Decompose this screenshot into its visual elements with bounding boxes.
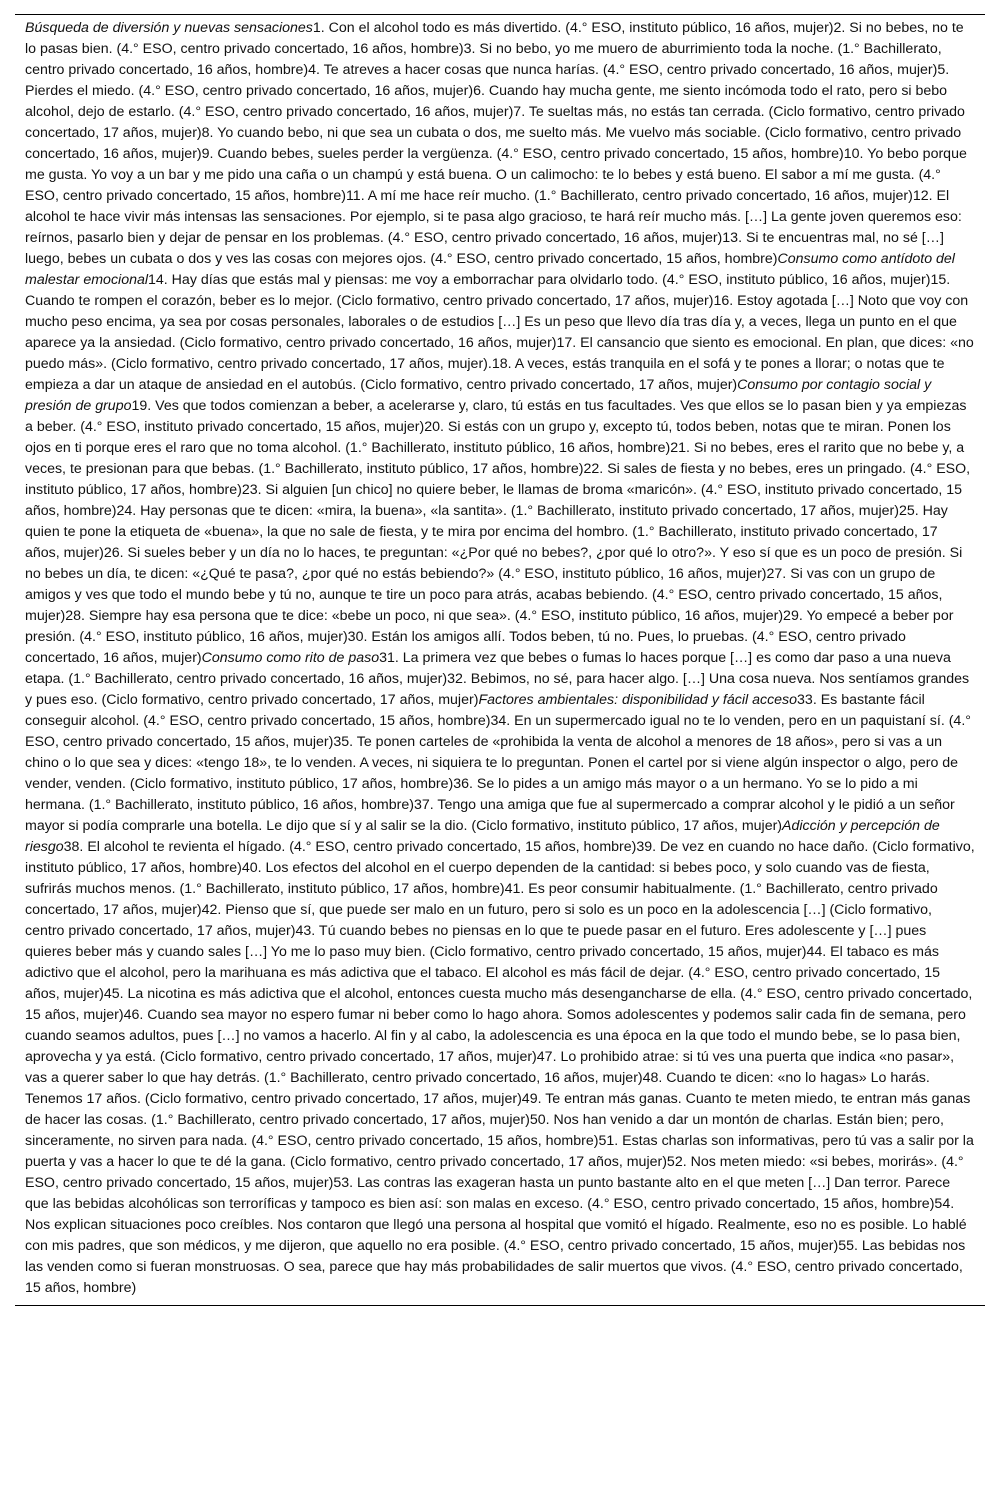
category-heading: Búsqueda de diversión y nuevas sensaciones [25,20,313,36]
category-heading: Adicción y percepción de riesgo [25,818,940,855]
category-heading: Factores ambientales: disponibilidad y fácil acceso [478,692,798,708]
category-heading: Consumo por contagio social y presión de grupo [25,377,932,414]
quotes-text: 1. Con el alcohol todo es más divertido. (4.° ESO, instituto público, 16 años, mujer)2. Si no bebes, no te lo pasas bien. (4.° ESO, centro privado concertado, 16 años, hombre)3. Si no bebo, yo me muero de aburrimiento toda la noche. (1.° Bachillerato, centro privado concertado, 16 años, hombre)4. Te atreves a hacer cosas que nunca harías. (4.° ESO, centro privado concertado, 16 años, mujer)5. Pierdes el miedo. (4.° ESO, centro privado concertado, 16 años, mujer)6. Cuando hay mucha gente, me siento incómoda todo el rato, pero si bebo alcohol, dejo de estarlo. (4.° ESO, centro privado concertado, 16 años, mujer)7. Te sueltas más, no estás tan cerrada. (Ciclo formativo, centro privado concertado, 17 años, mujer)8. Yo cuando bebo, ni que sea un cubata o dos, me suelto más. Me vuelvo más sociable. (Ciclo formativo, centro privado concertado, 16 años, mujer)9. Cuando bebes, sueles perder la vergüenza. (4.° ESO, centro privado concertado, 15 años, hombre)10. Yo bebo porque me gusta. Yo voy a un bar y me pido una caña o un champú y está buena. O un calimocho: te lo bebes y está bueno. El sabor a mí me gusta. (4.° ESO, centro privado concertado, 15 años, hombre)11. A mí me hace reír mucho. (1.° Bachillerato, centro privado concertado, 16 años, mujer)12. El alcohol te hace vivir más intensas las sensaciones. Por ejemplo, si te pasa algo gracioso, te hará reír mucho más. […] La gente joven queremos eso: reírnos, pasarlo bien y dejar de pensar en los problemas. (4.° ESO, centro privado concertado, 16 años, mujer)13. Si te encuentras mal, no sé […] luego, bebes un cubata o dos y ves las cosas con mejores ojos. (4.° ESO, centro privado concertado, 15 años, hombre) [25,20,967,267]
quotes-cell [15,15,985,1305]
quotes-table [15,14,985,1306]
quotes-text: 19. Ves que todos comienzan a beber, a acelerarse y, claro, tú estás en tus facultades. Ves que ellos se lo pasan bien y ya empiezas a beber. (4.° ESO, instituto privado concertado, 15 años, mujer)20. Si estás con un grupo y, excepto tú, todos beben, notas que te miran. Ponen los ojos en ti porque eres el raro que no toma alcohol. (1.° Bachillerato, instituto público, 16 años, hombre)21. Si no bebes, eres el rarito que no bebe y, a veces, te presionan para que bebas. (1.° Bachillerato, instituto público, 17 años, hombre)22. Si sales de fiesta y no bebes, eres un pringado. (4.° ESO, instituto público, 17 años, hombre)23. Si alguien [un chico] no quiere beber, le llamas de broma «maricón». (4.° ESO, instituto privado concertado, 15 años, hombre)24. Hay personas que te dicen: «mira, la buena», «la santita». (1.° Bachillerato, instituto privado concertado, 17 años, mujer)25. Hay quien te pone la etiqueta de «buena», la que no sale de fiesta, y te mira por encima del hombro. (1.° Bachillerato, instituto privado concertado, 17 años, mujer)26. Si sueles beber y un día no lo haces, te preguntan: «¿Por qué no bebes?, ¿por qué lo otro?». Y eso sí que es un poco de presión. Si no bebes un día, te dicen: «¿Qué te pasa?, ¿por qué no estás bebiendo?» (4.° ESO, instituto público, 16 años, mujer)27. Si vas con un grupo de amigos y ves que todo el mundo bebe y tú no, aunque te tire un poco para atrás, acabas bebiendo. (4.° ESO, centro privado concertado, 15 años, mujer)28. Siempre hay esa persona que te dice: «bebe un poco, ni que sea». (4.° ESO, instituto público, 16 años, mujer)29. Yo empecé a beber por presión. (4.° ESO, instituto público, 16 años, mujer)30. Están los amigos allí. Todos beben, tú no. Pues, lo pruebas. (4.° ESO, centro privado concertado, 16 años, mujer) [25,398,971,666]
quotes-text: 31. La primera vez que bebes o fumas lo haces porque […] es como dar paso a una nueva etapa. (1.° Bachillerato, centro privado concertado, 16 años, mujer)32. Bebimos, no sé, para hacer algo. […] Una cosa nueva. Nos sentíamos grandes y pues eso. (Ciclo formativo, centro privado concertado, 17 años, mujer) [25,650,970,708]
quotes-text: 33. Es bastante fácil conseguir alcohol. (4.° ESO, centro privado concertado, 15 años, hombre)34. En un supermercado igual no te lo venden, pero en un paquistaní sí. (4.° ESO, centro privado concertado, 15 años, mujer)35. Te ponen carteles de «prohibida la venta de alcohol a menores de 18 años», pero si vas a un chino o lo que sea y dices: «tengo 18», te lo venden. A veces, ni siquiera te lo preguntan. Ponen el cartel por si viene algún inspector o algo, pero de vender, venden. (Ciclo formativo, instituto público, 17 años, hombre)36. Se lo pides a un amigo más mayor o a un hermano. Yo se lo pido a mi hermana. (1.° Bachillerato, instituto público, 16 años, hombre)37. Tengo una amiga que fue al supermercado a comprar alcohol y le pidió a un señor mayor si podía comprarle una botella. Le dijo que sí y al salir se la dio. (Ciclo formativo, instituto público, 17 años, mujer) [25,692,971,834]
category-heading: Consumo como antídoto del malestar emocional [25,251,955,288]
category-heading: Consumo como rito de paso [201,650,380,666]
quotes-text: 14. Hay días que estás mal y piensas: me voy a emborrachar para olvidarlo todo. (4.° ESO, instituto público, 16 años, mujer)15. Cuando te rompen el corazón, beber es lo mejor. (Ciclo formativo, centro privado concertado, 17 años, mujer)16. Estoy agotada […] Noto que voy con mucho peso encima, ya sea por cosas personales, laborales o de estudios […] Es un peso que llevo día tras día y, a veces, llega un punto en el que aparece ya la ansiedad. (Ciclo formativo, centro privado concertado, 16 años, mujer)17. El cansancio que siento es emocional. En plan, que dices: «no puedo más». (Ciclo formativo, centro privado concertado, 17 años, mujer).18. A veces, estás tranquila en el sofá y te pones a llorar; o notas que te empieza a dar un ataque de ansiedad en el autobús. (Ciclo formativo, centro privado concertado, 17 años, mujer) [25,272,974,393]
quotes-text: 38. El alcohol te revienta el hígado. (4.° ESO, centro privado concertado, 15 años, hombre)39. De vez en cuando no hace daño. (Ciclo formativo, instituto público, 17 años, hombre)40. Los efectos del alcohol en el cuerpo dependen de la cantidad: si bebes poco, y solo cuando vas de fiesta, sufrirás muchos menos. (1.° Bachillerato, instituto público, 17 años, hombre)41. Es peor consumir habitualmente. (1.° Bachillerato, centro privado concertado, 17 años, mujer)42. Pienso que sí, que puede ser malo en un futuro, pero si solo es un poco en la adolescencia […] (Ciclo formativo, centro privado concertado, 17 años, mujer)43. Tú cuando bebes no piensas en lo que te puede pasar en el futuro. Eres adolescente y […] pues quieres beber más y cuando sales […] Yo me lo paso muy bien. (Ciclo formativo, centro privado concertado, 15 años, mujer)44. El tabaco es más adictivo que el alcohol, pero la marihuana es más adictiva que el tabaco. El alcohol es más fácil de dejar. (4.° ESO, centro privado concertado, 15 años, mujer)45. La nicotina es más adictiva que el alcohol, entonces cuesta mucho más desengancharse de ella. (4.° ESO, centro privado concertado, 15 años, mujer)46. Cuando sea mayor no espero fumar ni beber como lo hago ahora. Somos adolescentes y podemos salir cada fin de semana, pero cuando seamos adultos, pues […] no vamos a hacerlo. Al fin y al cabo, la adolescencia es una época en la que todo el mundo bebe, se lo pasa bien, aprovecha y ya está. (Ciclo formativo, centro privado concertado, 17 años, mujer)47. Lo prohibido atrae: si tú ves una puerta que indica «no pasar», vas a querer saber lo que hay detrás. (1.° Bachillerato, centro privado concertado, 16 años, mujer)48. Cuando te dicen: «no lo hagas» Lo harás. Tenemos 17 años. (Ciclo formativo, centro privado concertado, 17 años, mujer)49. Te entran más ganas. Cuanto te meten miedo, te entran más ganas de hacer las cosas. (1.° Bachillerato, centro privado concertado, 17 años, mujer)50. Nos han venido a dar un montón de charlas. Están bien; pero, sinceramente, no sirven para nada. (4.° ESO, centro privado concertado, 15 años, hombre)51. Estas charlas son informativas, pero tú vas a salir por la puerta y vas a hacer lo que te dé la gana. (Ciclo formativo, centro privado concertado, 17 años, mujer)52. Nos meten miedo: «si bebes, morirás». (4.° ESO, centro privado concertado, 15 años, mujer)53. Las contras las exageran hasta un punto bastante alto en el que meten […] Dan terror. Parece que las bebidas alcohólicas son terroríficas y tampoco es bien así: son malas en exceso. (4.° ESO, centro privado concertado, 15 años, hombre)54. Nos explican situaciones poco creíbles. Nos contaron que llegó una persona al hospital que vomitó el hígado. Realmente, eso no es posible. Lo hablé con mis padres, que son médicos, y me dijeron, que aquello no era posible. (4.° ESO, centro privado concertado, 15 años, mujer)55. Las bebidas nos las venden como si fueran monstruosas. O sea, parece que hay más probabilidades de salir muertos que vivos. (4.° ESO, centro privado concertado, 15 años, hombre) [25,839,975,1296]
